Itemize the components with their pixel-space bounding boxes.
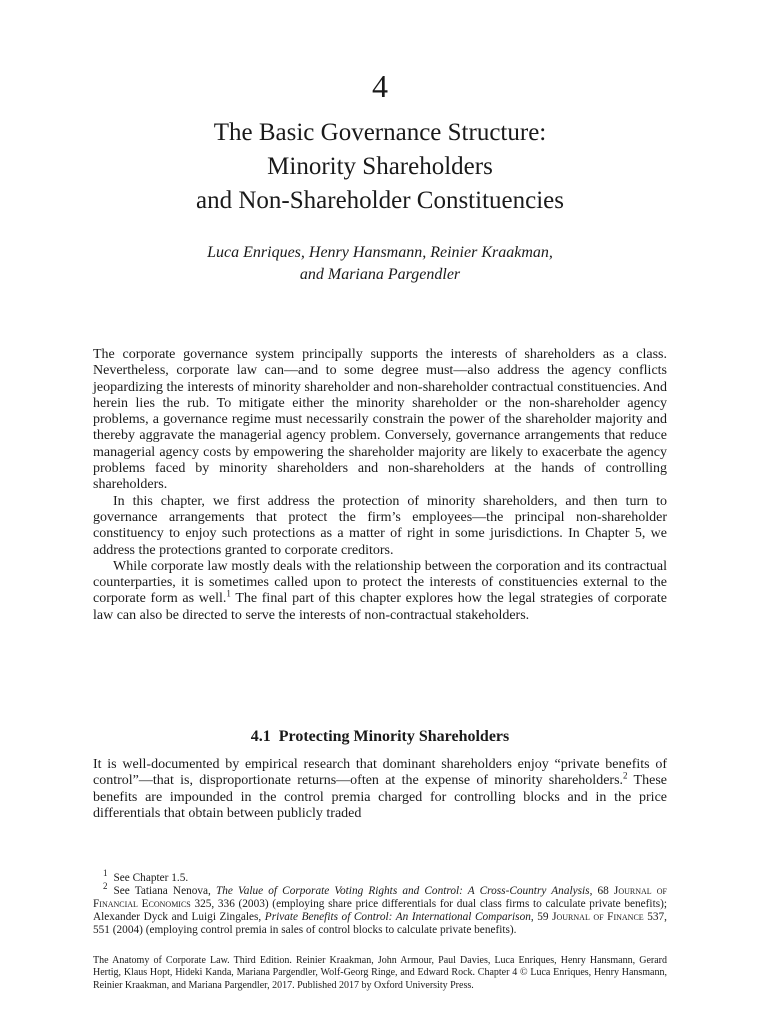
citation-title: The Value of Corporate Voting Rights and Control: A Cross-Country Analysis	[216, 884, 590, 897]
intro-text	[93, 347, 667, 624]
footnote-text: 325, 336 (2003) (employing share price differentials for dual class firms to calculate private benefits); Alexander Dyck and Luigi Zingales,	[93, 897, 668, 923]
chapter-title-line: and Non-Shareholder Constituencies	[196, 187, 564, 214]
paragraph	[93, 559, 667, 624]
footnote-text: See Chapter 1.5.	[113, 872, 189, 884]
section-heading	[93, 727, 667, 747]
footnote-text: , 68	[589, 884, 614, 897]
footnote-1	[93, 868, 667, 885]
footnote-mark: 1	[103, 868, 108, 879]
footnote-ref-1[interactable]: 1	[226, 588, 231, 599]
book-page	[93, 0, 667, 1024]
chapter-title-line: Minority Shareholders	[267, 153, 493, 180]
journal-name: Journal of Finance	[552, 910, 644, 923]
section-title: Protecting Minority Shareholders	[278, 728, 510, 745]
chapter-authors	[93, 242, 667, 286]
authors-line: and Mariana Pargendler	[299, 266, 461, 283]
journal-name: Journal of Financial Economics	[93, 884, 667, 910]
paragraph: The corporate governance system principally supports the interests of shareholders as a class. Nevertheless, corporate law can—and to some degree must—also address the agency conflicts jeopardizing the interests of minority shareholder and non-shareholder contractual constituencies. And herein lies the rub. To mitigate either the minority shareholder or the non-shareholder agency problems, a governance regime must necessarily constrain the power of the shareholder majority and thereby aggravate the managerial agency problem. Conversely, governance arrangements that reduce managerial agency costs by empowering the shareholder majority are likely to exacerbate the agency problems faced by minority shareholders and non-shareholders at the hands of controlling shareholders.	[93, 347, 667, 493]
authors-line: Luca Enriques, Henry Hansmann, Reinier Kraakman,	[207, 244, 553, 261]
footnote-ref-2[interactable]: 2	[623, 770, 628, 781]
paragraph-text: While corporate law mostly deals with the relationship between the corporation and its contractual counterparties, it is sometimes called upon to protect the interests of constituencies external to the corporate form as well.	[93, 558, 667, 607]
chapter-number: 4	[372, 68, 388, 104]
footnotes	[93, 868, 668, 937]
chapter-title-line: The Basic Governance Structure:	[213, 119, 547, 146]
citation-title: Private Benefits of Control: An International Comparison	[264, 910, 531, 923]
footnote-text: 537, 551 (2004) (employing control premia in sales of control blocks to calculate private benefits).	[93, 910, 667, 936]
paragraph-text: The final part of this chapter explores how the legal strategies of corporate law can also be directed to serve the interests of non-contractual stakeholders.	[93, 591, 667, 623]
paragraph	[93, 757, 667, 822]
paragraph: In this chapter, we first address the protection of minority shareholders, and then turn to governance arrangements that protect the firm’s employees—the principal non-shareholder constituency to enjoy such protections as a matter of right in some jurisdictions. In Chapter 5, we address the protections granted to corporate creditors.	[93, 493, 667, 558]
footnote-text: See Tatiana Nenova,	[113, 884, 216, 897]
section-text	[93, 757, 667, 822]
section-number: 4.1	[250, 728, 271, 745]
footnote-mark: 2	[103, 881, 108, 892]
footnote-text: , 59	[530, 910, 553, 923]
footnote-2	[93, 881, 668, 937]
paragraph-text: It is well-documented by empirical research that dominant shareholders enjoy “private benefits of control”—that is, disproportionate returns—often at the expense of minority shareholders.	[93, 757, 667, 789]
chapter-title	[93, 116, 667, 218]
paragraph-text: These benefits are impounded in the control premia charged for controlling blocks and in the price differentials that obtain between publicly traded	[93, 773, 667, 821]
copyright-notice: The Anatomy of Corporate Law. Third Edition. Reinier Kraakman, John Armour, Paul Davies, Luca Enriques, Henry Hansmann, Gerard Hertig, Klaus Hopt, Hideki Kanda, Mariana Pargendler, Wolf-Georg Ringe, and Edward Rock. Chapter 4 © Luca Enriques, Henry Hansmann, Reinier Kraakman, and Mariana Pargendler, 2017. Published 2017 by Oxford University Press.	[93, 955, 667, 991]
